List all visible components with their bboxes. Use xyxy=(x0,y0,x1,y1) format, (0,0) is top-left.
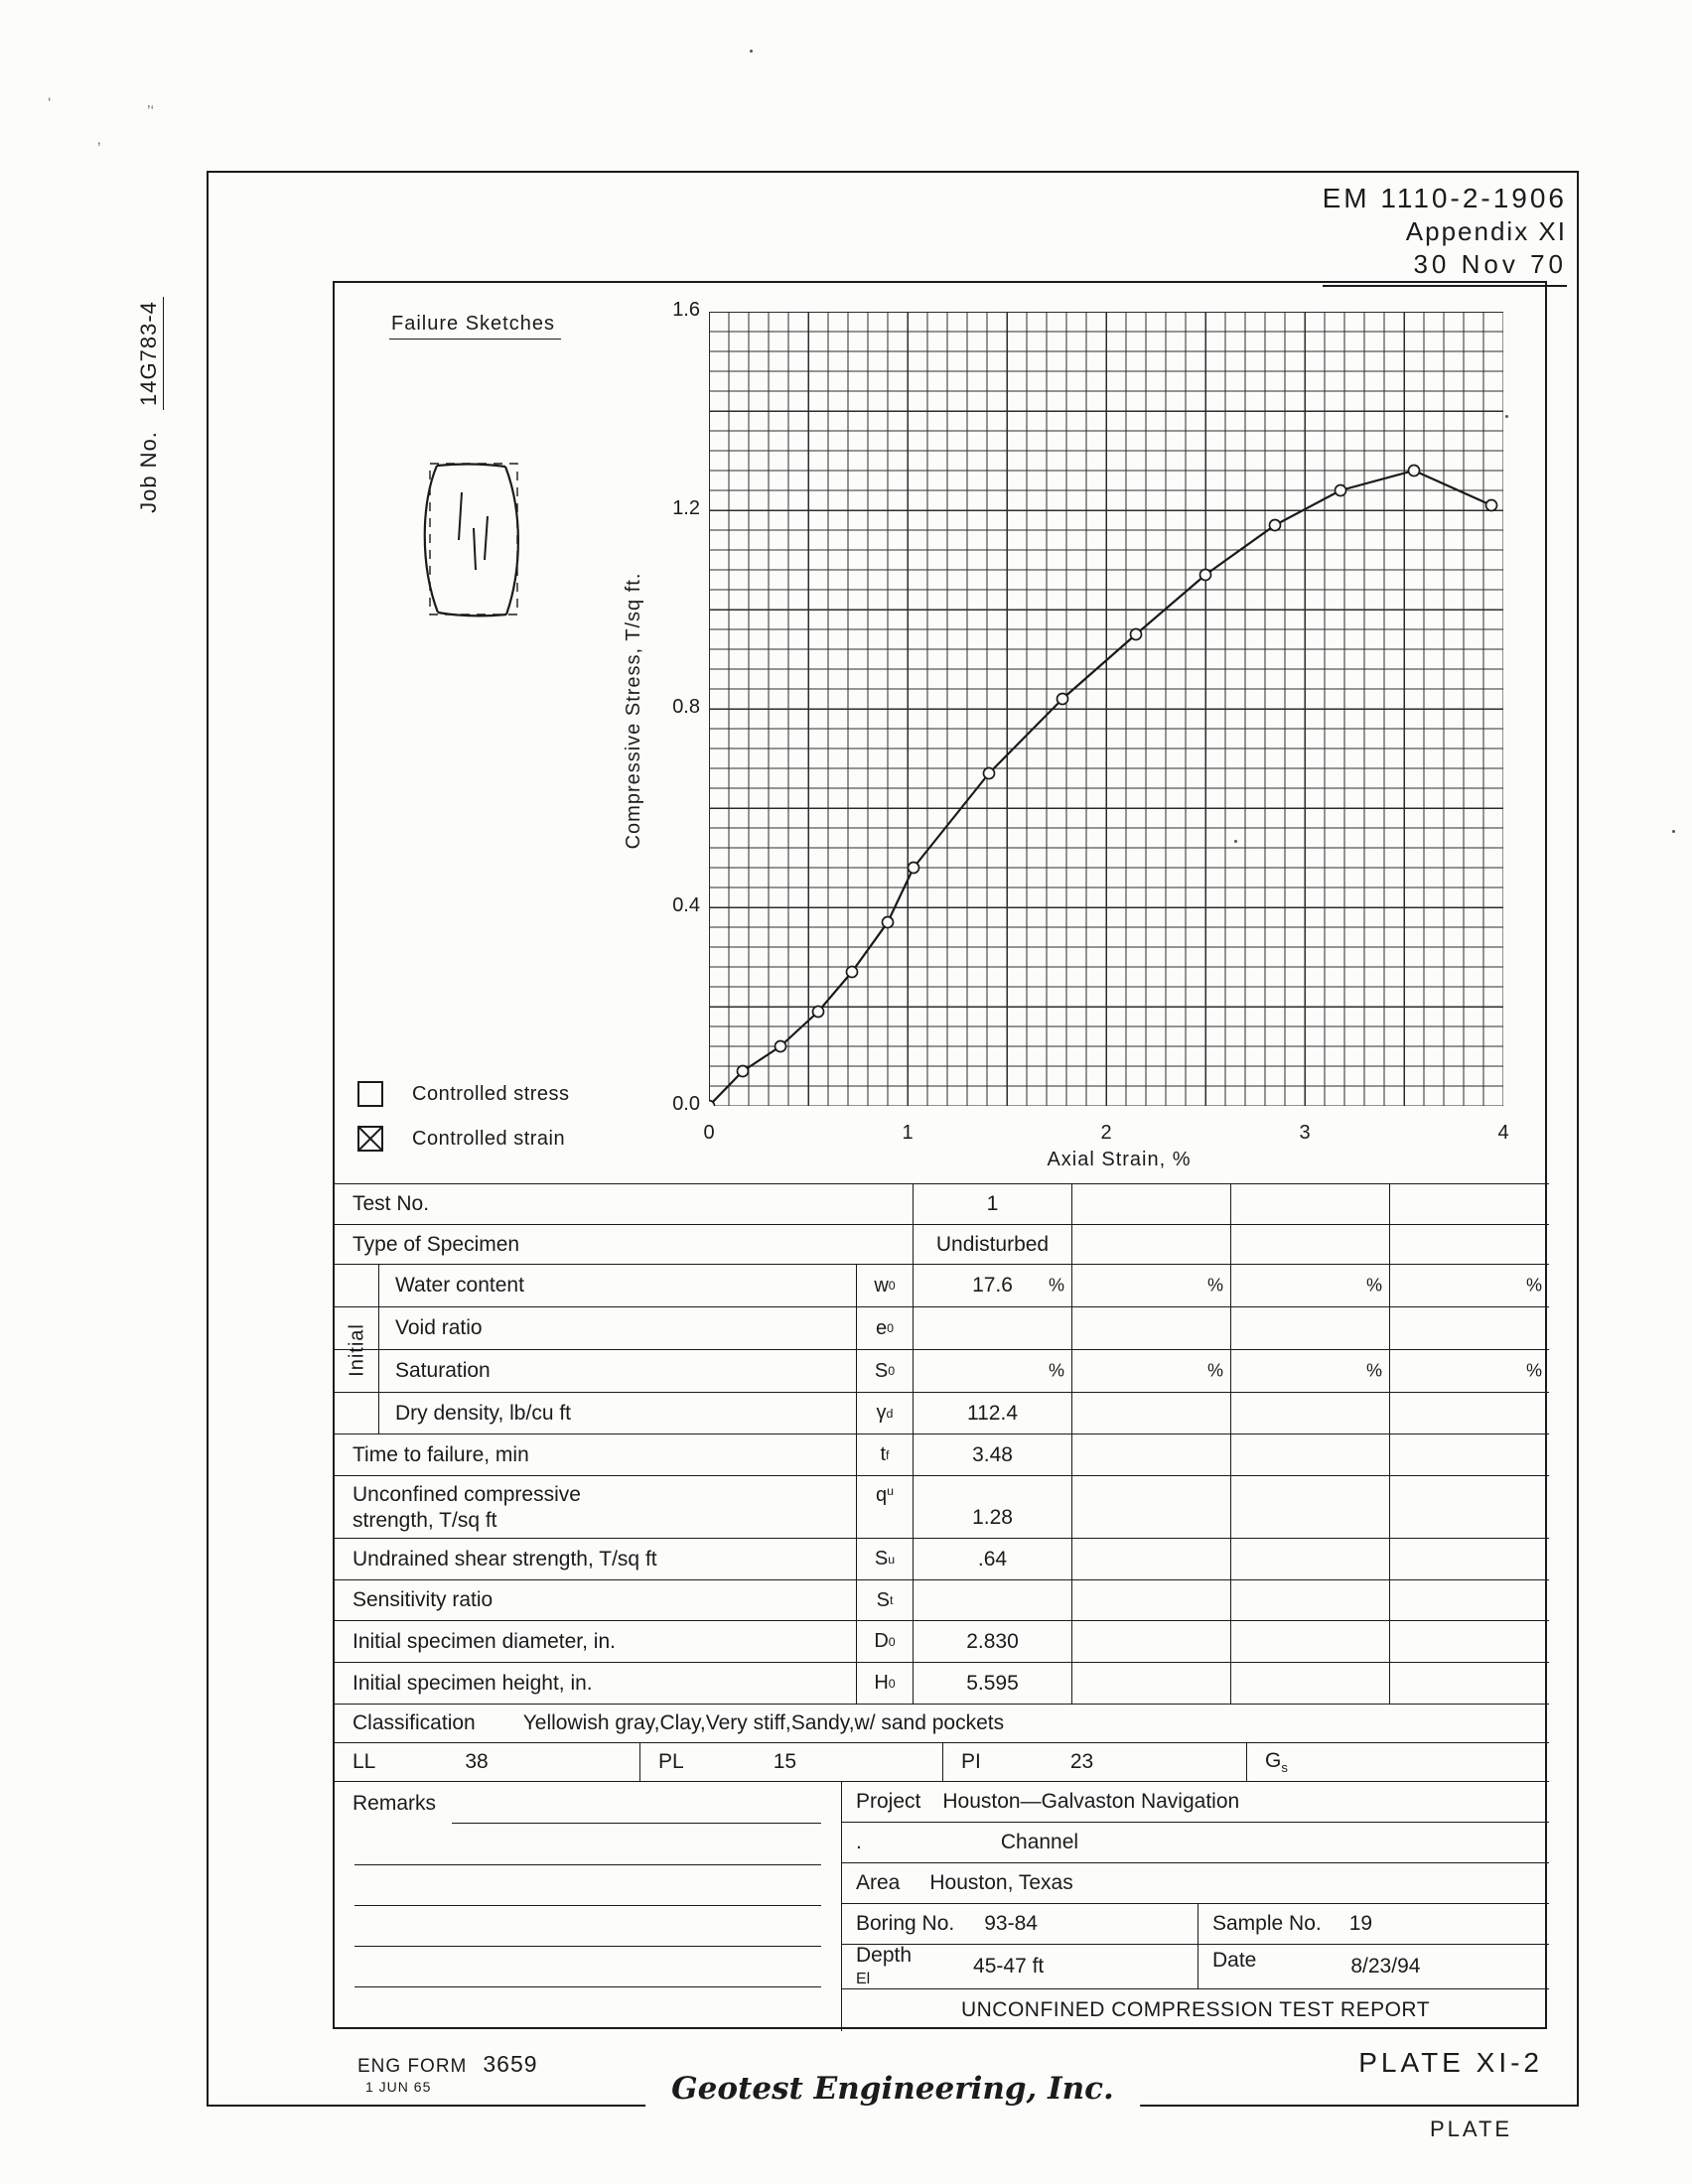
row-value xyxy=(1230,1476,1389,1538)
classification xyxy=(335,1705,1549,1742)
ll-cell xyxy=(335,1743,639,1781)
initial-properties-group xyxy=(335,1265,1549,1434)
row-symbol: S u xyxy=(856,1539,913,1579)
row-label: Void ratio xyxy=(378,1307,856,1349)
row-value xyxy=(1389,1621,1549,1662)
row-label: Unconfined compressive strength, T/sq ft xyxy=(352,1483,581,1533)
row-value: % xyxy=(913,1350,1071,1392)
depth-date-row xyxy=(842,1945,1549,1989)
header-doc-number: EM 1110-2-1906 xyxy=(1322,183,1567,213)
row-value xyxy=(1389,1184,1549,1224)
row-value xyxy=(1071,1580,1230,1620)
table-row-atterberg xyxy=(335,1743,1549,1782)
table-row-remarks-project xyxy=(335,1782,1549,2031)
row-value xyxy=(1389,1393,1549,1433)
row-value xyxy=(913,1580,1071,1620)
row-value: 5.595 xyxy=(913,1663,1071,1704)
table-row-dry-density xyxy=(335,1393,1549,1434)
legend-label: Controlled strain xyxy=(412,1127,566,1150)
row-value xyxy=(913,1307,1071,1349)
pl-cell xyxy=(639,1743,942,1781)
row-label: Saturation xyxy=(378,1350,856,1392)
x-tick-label: 0 xyxy=(703,1122,715,1144)
row-symbol: S t xyxy=(856,1580,913,1620)
remarks-line xyxy=(354,1864,821,1865)
data-point-marker xyxy=(738,1066,749,1077)
x-axis-title: Axial Strain, % xyxy=(1047,1149,1192,1170)
row-value: % xyxy=(1230,1265,1389,1306)
stress-strain-chart xyxy=(709,312,1503,1106)
row-label: Undrained shear strength, T/sq ft xyxy=(352,1547,657,1570)
data-point-marker xyxy=(1486,500,1497,511)
row-value xyxy=(1071,1621,1230,1662)
table-row-saturation xyxy=(335,1350,1549,1393)
row-label: Sensitivity ratio xyxy=(352,1588,494,1611)
classification-value: Yellowish gray,Clay,Very stiff,Sandy,w/ sand pockets xyxy=(522,1711,1005,1734)
scan-artifact: ‘ xyxy=(48,95,52,112)
eng-form-date: 1 JUN 65 xyxy=(365,2079,432,2095)
table-row-diameter xyxy=(335,1621,1549,1663)
legend-controlled-strain xyxy=(356,1125,565,1153)
depth-label: Depth El xyxy=(856,1943,913,1987)
row-label: Type of Specimen xyxy=(352,1232,520,1256)
row-value xyxy=(1389,1476,1549,1538)
legend-label: Controlled stress xyxy=(412,1082,570,1105)
row-symbol: e 0 xyxy=(856,1307,913,1349)
page-border xyxy=(207,171,1579,2107)
scan-artifact: ‚ xyxy=(97,131,101,148)
row-value xyxy=(1071,1225,1230,1264)
data-point-marker xyxy=(813,1007,824,1018)
boring-cell xyxy=(842,1904,1198,1944)
row-label: Initial specimen diameter, in. xyxy=(352,1629,616,1653)
row-value xyxy=(1230,1434,1389,1475)
row-value: 3.48 xyxy=(913,1434,1071,1475)
row-value xyxy=(1230,1621,1389,1662)
remarks-line xyxy=(354,1986,821,1987)
sample-cell xyxy=(1198,1904,1549,1944)
project-value-2: Channel xyxy=(1000,1831,1079,1853)
depth-cell xyxy=(842,1945,1198,1988)
ll-value: 38 xyxy=(465,1750,489,1773)
plate-number: PLATE XI-2 xyxy=(1358,2047,1543,2078)
row-value xyxy=(1230,1307,1389,1349)
data-point-marker xyxy=(776,1041,786,1052)
date-label: Date xyxy=(1212,1949,1257,1972)
gs-cell xyxy=(1246,1743,1549,1781)
row-value xyxy=(1071,1434,1230,1475)
row-value xyxy=(1389,1434,1549,1475)
row-value: 112.4 xyxy=(913,1393,1071,1433)
checkbox-checked-icon xyxy=(356,1125,384,1153)
row-symbol: q $^u$ xyxy=(856,1476,913,1538)
row-value: 2.830 xyxy=(913,1621,1071,1662)
row-value xyxy=(1230,1663,1389,1704)
row-value xyxy=(1230,1184,1389,1224)
row-value: % xyxy=(1230,1350,1389,1392)
job-number-value: 14G783-4 xyxy=(136,297,164,410)
row-symbol: H 0 xyxy=(856,1663,913,1704)
initial-group-label: Initial xyxy=(345,1322,367,1377)
x-tick-label: 4 xyxy=(1497,1122,1509,1144)
data-point-marker xyxy=(847,967,858,978)
row-value: .64 xyxy=(913,1539,1071,1579)
row-value xyxy=(1071,1307,1230,1349)
data-point-marker xyxy=(1270,520,1281,531)
row-value xyxy=(1071,1184,1230,1224)
row-symbol: S 0 xyxy=(856,1350,913,1392)
row-value: 1.28 xyxy=(913,1476,1071,1538)
row-value xyxy=(1071,1539,1230,1579)
row-symbol: w 0 xyxy=(856,1265,913,1306)
row-symbol: γ d xyxy=(856,1393,913,1433)
scan-artifact xyxy=(750,50,753,53)
row-value xyxy=(1389,1225,1549,1264)
row-value xyxy=(1230,1539,1389,1579)
sample-value: 19 xyxy=(1348,1912,1373,1935)
document-header xyxy=(1323,183,1567,287)
y-tick-label: 1.6 xyxy=(672,299,700,321)
y-axis-title: Compressive Stress, T/sq ft. xyxy=(623,572,644,850)
table-row-specimen-type xyxy=(335,1225,1549,1265)
y-tick-label: 0.4 xyxy=(672,894,700,916)
report-title: UNCONFINED COMPRESSION TEST REPORT xyxy=(960,1998,1431,2021)
row-symbol: t f xyxy=(856,1434,913,1475)
data-point-marker xyxy=(1336,485,1346,496)
pi-cell xyxy=(942,1743,1246,1781)
date-cell xyxy=(1198,1945,1549,1988)
plate-small-label: PLATE xyxy=(1430,2116,1513,2141)
row-value: 17.6 % xyxy=(913,1265,1071,1306)
remarks-line xyxy=(354,1905,821,1906)
y-tick-label: 0.0 xyxy=(672,1093,700,1115)
row-value xyxy=(1389,1539,1549,1579)
area-value: Houston, Texas xyxy=(929,1871,1073,1894)
area-label: Area xyxy=(856,1871,901,1894)
table-row-unconfined-strength xyxy=(335,1476,1549,1539)
row-value xyxy=(1389,1580,1549,1620)
row-value xyxy=(1071,1476,1230,1538)
table-row-height xyxy=(335,1663,1549,1705)
row-value xyxy=(1389,1307,1549,1349)
data-point-marker xyxy=(909,863,919,874)
sample-label: Sample No. xyxy=(1212,1912,1322,1935)
header-date: 30 Nov 70 xyxy=(1413,249,1567,279)
table-row-time-to-failure xyxy=(335,1434,1549,1476)
date-value: 8/23/94 xyxy=(1350,1955,1421,1978)
row-value xyxy=(1071,1393,1230,1433)
checkbox-empty-icon xyxy=(356,1080,384,1108)
failure-sketches-label: Failure Sketches xyxy=(389,313,561,340)
eng-form-label: ENG FORM xyxy=(357,2056,468,2077)
row-value: Undisturbed xyxy=(913,1225,1071,1264)
pl-label: PL xyxy=(658,1750,684,1773)
job-number xyxy=(136,251,166,559)
job-number-label: Job No. xyxy=(136,431,161,513)
row-label: Test No. xyxy=(352,1192,430,1215)
table-row-water-content xyxy=(335,1265,1549,1307)
data-point-marker xyxy=(1058,694,1068,705)
area-row xyxy=(842,1863,1549,1904)
project-label: Project xyxy=(856,1790,921,1813)
scan-artifact xyxy=(1672,830,1675,833)
y-tick-label: 0.8 xyxy=(672,696,700,718)
report-title-row xyxy=(842,1989,1549,2031)
remarks-line xyxy=(354,1946,821,1947)
row-value: % xyxy=(1389,1265,1549,1306)
row-label: Time to failure, min xyxy=(352,1442,529,1466)
x-tick-label: 1 xyxy=(902,1122,914,1144)
pi-value: 23 xyxy=(1069,1750,1094,1773)
project-section xyxy=(842,1782,1549,2031)
boring-value: 93-84 xyxy=(984,1912,1038,1935)
eng-form-number: 3659 xyxy=(483,2051,538,2077)
y-tick-label: 1.2 xyxy=(672,497,700,519)
depth-value: 45-47 ft xyxy=(973,1955,1045,1978)
table-row-sensitivity xyxy=(335,1580,1549,1621)
remarks-line xyxy=(452,1823,821,1824)
pi-label: PI xyxy=(961,1750,981,1773)
gs-label: $G_s$ xyxy=(1265,1748,1288,1776)
table-row-undrained-strength xyxy=(335,1539,1549,1580)
classification-label: Classification xyxy=(352,1711,476,1734)
pl-value: 15 xyxy=(773,1750,797,1773)
legend-controlled-stress xyxy=(356,1080,570,1108)
scan-artifact: ’‘ xyxy=(147,103,155,120)
x-tick-label: 3 xyxy=(1299,1122,1311,1144)
row-value: 1 xyxy=(913,1184,1071,1224)
boring-label: Boring No. xyxy=(856,1912,955,1935)
data-point-marker xyxy=(1200,570,1211,581)
row-label: Dry density, lb/cu ft xyxy=(378,1393,856,1433)
table-row-test-no xyxy=(335,1183,1549,1225)
row-value xyxy=(1389,1663,1549,1704)
table-row-void-ratio xyxy=(335,1307,1549,1350)
company-name: Geotest Engineering, Inc. xyxy=(645,2071,1140,2107)
remarks-section xyxy=(335,1782,842,2031)
row-value: % xyxy=(1071,1350,1230,1392)
row-value xyxy=(1230,1580,1389,1620)
project-row xyxy=(842,1782,1549,1823)
row-value xyxy=(1230,1393,1389,1433)
boring-sample-row xyxy=(842,1904,1549,1945)
project-value: Houston—Galvaston Navigation xyxy=(942,1790,1240,1813)
project-dot: . xyxy=(856,1831,862,1853)
row-value: % xyxy=(1071,1265,1230,1306)
header-appendix: Appendix XI xyxy=(1405,216,1567,246)
x-tick-label: 2 xyxy=(1100,1122,1112,1144)
data-point-marker xyxy=(1131,629,1142,640)
table-row-classification xyxy=(335,1705,1549,1743)
row-label: Water content xyxy=(378,1265,856,1306)
data-point-marker xyxy=(883,917,894,928)
row-value: % xyxy=(1389,1350,1549,1392)
data-point-marker xyxy=(984,768,995,779)
row-label: Initial specimen height, in. xyxy=(352,1671,593,1695)
row-symbol: D 0 xyxy=(856,1621,913,1662)
data-point-marker xyxy=(1409,466,1420,477)
failure-sketch xyxy=(406,457,555,633)
row-value xyxy=(1071,1663,1230,1704)
test-results-table xyxy=(335,1183,1549,2031)
ll-label: LL xyxy=(352,1750,376,1773)
eng-form-block xyxy=(357,2051,538,2095)
row-value xyxy=(1230,1225,1389,1264)
report-frame xyxy=(333,281,1547,2029)
project-row-2 xyxy=(842,1823,1549,1863)
remarks-label: Remarks xyxy=(352,1792,437,1815)
